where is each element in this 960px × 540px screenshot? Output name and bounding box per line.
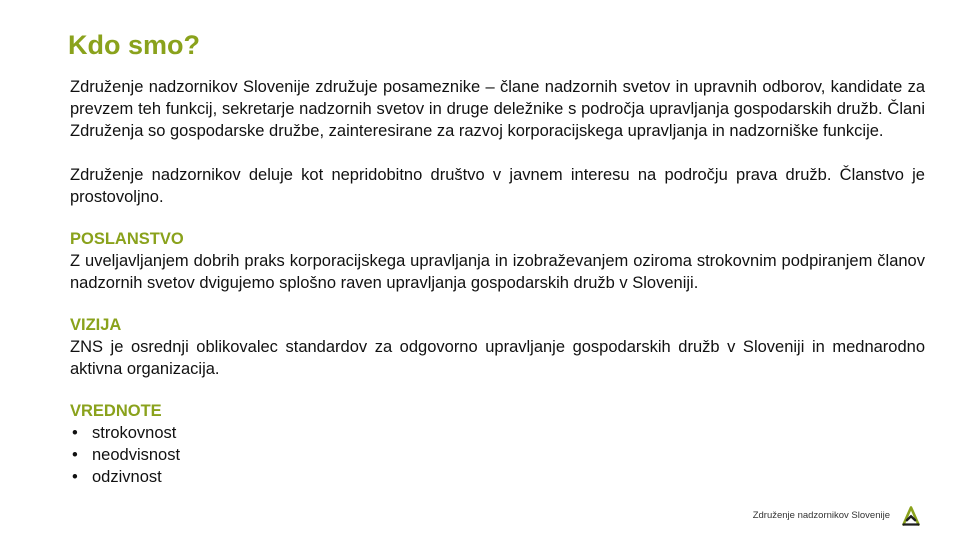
vision-section	[70, 314, 925, 380]
mission-heading: POSLANSTVO	[70, 230, 184, 248]
mission-text: Z uveljavljanjem dobrih praks korporacijskega upravljanja in izobraževanjem oziroma strokovnim podpiranjem članov nadzornih svetov dvigujemo splošno raven upravljanja gospodarskih družb v Sloveniji.	[70, 252, 925, 292]
values-heading: VREDNOTE	[70, 402, 162, 420]
list-item: • neodvisnost	[70, 444, 925, 466]
mission-section	[70, 228, 925, 294]
values-section	[70, 400, 925, 488]
vision-text: ZNS je osrednji oblikovalec standardov za odgovorno upravljanje gospodarskih družb v Sloveniji in mednarodno aktivna organizacija.	[70, 338, 925, 378]
values-list	[70, 422, 925, 488]
list-item: • odzivnost	[70, 466, 925, 488]
zns-logo-icon	[902, 504, 920, 526]
intro-paragraph-1: Združenje nadzornikov Slovenije združuje posameznike – člane nadzornih svetov in upravnih odborov, kandidate za prevzem teh funkcij, sekretarje nadzornih svetov in druge deležnike s področja upravljanja gospodarskih družb. Člani Združenja so gospodarske družbe, zainteresirane za razvoj korporacijskega upravljanja in nadzorniške funkcije.	[70, 78, 925, 140]
vision-heading: VIZIJA	[70, 316, 122, 334]
list-item: • strokovnost	[70, 422, 925, 444]
intro-paragraph-2: Združenje nadzornikov deluje kot nepridobitno društvo v javnem interesu na področju prava družb. Članstvo je prostovoljno.	[70, 166, 925, 206]
footer-organization-name: Združenje nadzornikov Slovenije	[752, 509, 890, 521]
page-title: Kdo smo?	[68, 30, 200, 60]
slide-content	[70, 76, 925, 488]
footer	[753, 504, 920, 526]
